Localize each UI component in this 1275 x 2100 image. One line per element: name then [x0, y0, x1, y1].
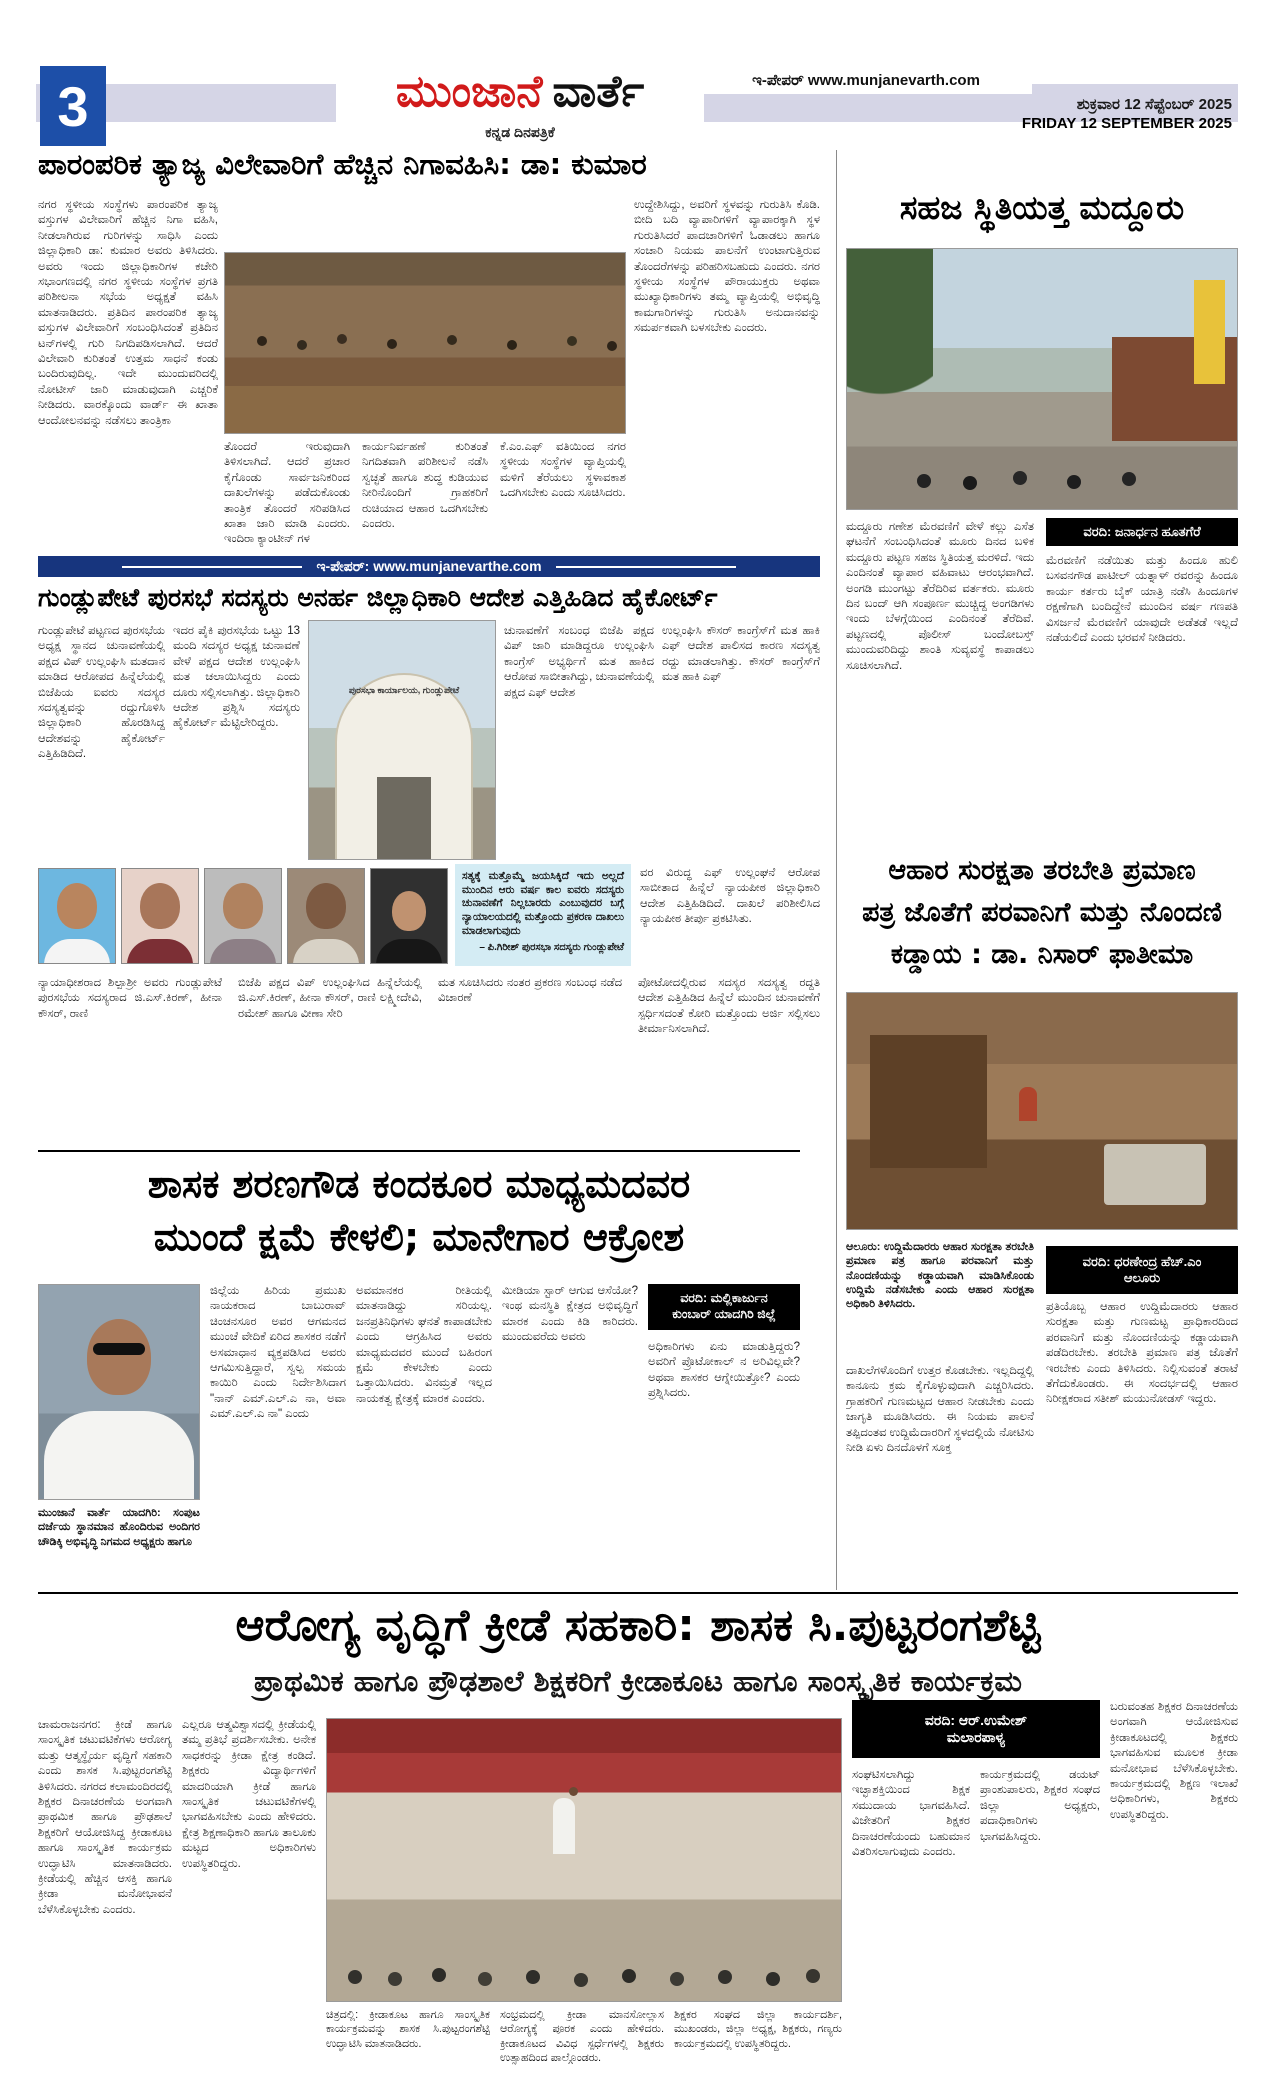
- meeting-attendees-silhouettes: [257, 336, 267, 346]
- article3-headline: [38, 1158, 800, 1264]
- street-vehicles: [917, 474, 931, 488]
- maddur-byline-text: ವರದಿ: ಜನಾರ್ಧನ ಹೂತಗೆರೆ: [1083, 523, 1201, 539]
- portrait-shirt: [44, 1411, 194, 1500]
- member-photo-1: [38, 868, 116, 964]
- article2-column-2: ಇದರ ಪೈಕಿ ಪುರಸಭೆಯ ಒಟ್ಟು 13 ಮಂದಿ ಸದಸ್ಯರ ಅಧ್ಯಕ್ಷ ಚುನಾವಣೆ ವೇಳೆ ಪಕ್ಷದ ಆದೇಶ ಉಲ್ಲಂಘಿಸಿ ಮತ ಚಲಾಯಿಸಿದ್ದರು ಎಂದು ದೂರು ಸಲ್ಲಿಸಲಾಗಿತ್ತು. ಜಿಲ್ಲಾಧಿಕಾರಿ ಆದೇಶ ಪ್ರಶ್ನಿಸಿ ಸದಸ್ಯರು ಹೈಕೋರ್ಟ್ ಮೆಟ್ಟಿಲೇರಿದ್ದರು.: [173, 625, 300, 730]
- quote-text: ಸತ್ಯಕ್ಕೆ ಮತ್ತೊಮ್ಮೆ ಜಯಸಿಕ್ಕಿದೆ ಇದು ಅಲ್ಲದೆ ಮುಂದಿನ ಆರು ವರ್ಷ ಕಾಲ ಐವರು ಸದಸ್ಯರು ಚುನಾವಣೆಗೆ ನಿಲ್ಲಬಾರದು ಎಂಬುವುದರ ಬಗ್ಗೆ ನ್ಯಾಯಾಲಯದಲ್ಲಿ ಮತ್ತೊಂದು ಪ್ರಕರಣ ದಾಖಲು ಮಾಡಲಾಗುವುದು: [462, 870, 624, 937]
- sports-caption-2: ಸಂಭ್ರಮದಲ್ಲಿ ಕ್ರೀಡಾ ಮಾನಸೋಲ್ಲಾಸ ಆರೋಗ್ಯಕ್ಕೆ ಪೂರಕ ಎಂದು ಹೇಳಿದರು. ಕ್ರೀಡಾಕೂಟದ ವಿವಿಧ ಸ್ಪರ್ಧೆಗಳಲ್ಲಿ ಶಿಕ್ಷಕರು ಉತ್ಸಾಹದಿಂದ ಪಾಲ್ಗೊಂಡರು.: [500, 2009, 664, 2064]
- sports-column-right: ಬರುವಂತಹ ಶಿಕ್ಷಕರ ದಿನಾಚರಣೆಯ ಅಂಗವಾಗಿ ಆಯೋಜಿಸುವ ಕ್ರೀಡಾಕೂಟದಲ್ಲಿ ಶಿಕ್ಷಕರು ಭಾಗವಹಿಸುವ ಮೂಲಕ ಕ್ರೀಡಾ ಮನೋಭಾವ ಬೆಳೆಸಿಕೊಳ್ಳಬೇಕು. ಕಾರ್ಯಕ್ರಮದಲ್ಲಿ ಶಿಕ್ಷಣ ಇಲಾಖೆ ಅಧಿಕಾರಿಗಳು, ಶಿಕ್ಷಕರು ಉಪಸ್ಥಿತರಿದ್ದರು.: [1110, 1701, 1238, 1821]
- maddur-street-photo: [846, 248, 1238, 510]
- date-english: FRIDAY 12 SEPTEMBER 2025: [1021, 115, 1232, 132]
- foodsafety-byline: [1046, 1246, 1238, 1294]
- article3-column-3: ಮೀಡಿಯಾ ಸ್ಟಾರ್ ಆಗುವ ಆಸೆಯೋ? ಇಂಥ ಮನಸ್ಥಿತಿ ಕ್ಷೇತ್ರದ ಅಭಿವೃದ್ಧಿಗೆ ಮಾರಕ ಎಂದು ಕಿಡಿ ಕಾರಿದರು. ಮುಂದುವರೆದು ಅವರು: [502, 1285, 638, 1344]
- purasabha-gate: [377, 777, 431, 860]
- article3-column-1: ಜಿಲ್ಲೆಯ ಹಿರಿಯ ಪ್ರಮುಖ ನಾಯಕರಾದ ಬಾಬುರಾವ್ ಚಿಂಚನಸೂರ ಅವರ ಆಗಮನದ ಮುಂಚೆ ವೇದಿಕೆ ಏರಿದ ಶಾಸಕರ ನಡೆಗೆ ಅಸಮಾಧಾನ ವ್ಯಕ್ತಪಡಿಸಿದ ಅವರು ಆಗಮಿಸುತ್ತಿದ್ದಾರೆ, ಸ್ವಲ್ಪ ಸಮಯ ಕಾಯಿರಿ ಎಂದು ನಿರ್ದೇಶಿಸಿದಾಗ "ನಾನ್ ಎಮ್.ಎಲ್.ಎ ನಾ, ಅವಾ ಎಮ್.ಎಲ್.ಎ ನಾ" ಎಂದು: [210, 1285, 346, 1421]
- article2-bottom-column-4: ಪೋಟೋದಲ್ಲಿರುವ ಸದಸ್ಯರ ಸದಸ್ಯತ್ವ ರದ್ದತಿ ಆದೇಶ ಎತ್ತಿಹಿಡಿದ ಹಿನ್ನೆಲೆ ಮುಂದಿನ ಚುನಾವಣೆಗೆ ಸ್ಪರ್ಧಿಸದಂತೆ ಕೋರಿ ಮತ್ತೊಂದು ಅರ್ಜಿ ಸಲ್ಲಿಸಲು ತೀರ್ಮಾನಿಸಲಾಗಿದೆ.: [638, 977, 820, 1036]
- member-photo-4: [287, 868, 365, 964]
- masthead-red-word: ಮುಂಜಾನೆ: [395, 65, 543, 117]
- foodsafety-headline-line1: ಆಹಾರ ಸುರಕ್ಷತಾ ತರಬೇತಿ ಪ್ರಮಾಣ: [888, 855, 1196, 886]
- article3-byline-line1: ವರದಿ: ಮಲ್ಲಿಕಾರ್ಜುನ: [680, 1291, 768, 1306]
- purasabha-arch: [335, 673, 473, 860]
- article3-byline: [648, 1284, 800, 1330]
- purasabha-office-photo: [308, 620, 496, 860]
- article2-bottom-column-1: ನ್ಯಾಯಾಧೀಶರಾದ ಶಿಲ್ಪಾಶ್ರೀ ಅವರು ಗುಂಡ್ಲುಪೇಟೆ ಪುರಸಭೆಯ ಸದಸ್ಯರಾದ ಜಿ.ಎಸ್.ಕಿರಣ್, ಹೀನಾ ಕೌಸರ್, ರಾಣಿ: [38, 977, 222, 1020]
- meeting-photo: [224, 252, 626, 434]
- article3-headline-line2: ಮುಂದೆ ಕ್ಷಮೆ ಕೇಳಲಿ; ಮಾನೇಗಾರ ಆಕ್ರೋಶ: [153, 1215, 685, 1260]
- quote-box: [455, 864, 631, 966]
- article2-column-4: ಉಲ್ಲಂಘಿಸಿ ಕೌಸರ್ ಕಾಂಗ್ರೆಸ್‌ಗೆ ಮತ ಹಾಕಿ ಎಫ್ ಆದೇಶ ಪಾಲಿಸದ ಕಾರಣ ಸದಸ್ಯತ್ವ ರದ್ದು ಮಾಡಲಾಗಿತ್ತು. ಕೌಸರ್ ಕಾಂಗ್ರೆಸ್‌ಗೆ ಮತ ಹಾಕಿ ಎಫ್: [662, 625, 820, 684]
- sports-byline-line1: ವರದಿ: ಆರ್.ಉಮೇಶ್: [924, 1711, 1028, 1728]
- vendor-figure: [1019, 1087, 1037, 1121]
- maddur-headline: ಸಹಜ ಸ್ಥಿತಿಯತ್ತ ಮದ್ದೂರು: [899, 188, 1185, 227]
- market-photo: [846, 992, 1238, 1230]
- sports-byline: [852, 1700, 1100, 1758]
- page-number: 3: [40, 66, 106, 146]
- audience-silhouettes: [348, 1970, 362, 1984]
- masthead: [336, 58, 704, 124]
- maddur-byline: [1046, 518, 1238, 546]
- article1-column-4: ಕೆ.ಎಂ.ಎಫ್ ವತಿಯಿಂದ ನಗರ ಸ್ಥಳೀಯ ಸಂಸ್ಥೆಗಳ ವ್ಯಾಪ್ತಿಯಲ್ಲಿ ಮಳಿಗೆ ತೆರೆಯಲು ಸ್ಥಳಾವಕಾಶ ಒದಗಿಸಬೇಕು ಎಂದು ಸೂಚಿಸಿದರು.: [500, 441, 626, 500]
- article3-byline-line2: ಕುಂಬಾರ್ ಯಾದಗಿರಿ ಜಿಲ್ಲೆ: [672, 1307, 776, 1321]
- member-photo-5: [370, 868, 448, 964]
- foodsafety-column-2: ಪ್ರತಿಯೊಬ್ಬ ಆಹಾರ ಉದ್ದಿಮೆದಾರರು ಆಹಾರ ಸುರಕ್ಷತಾ ಮತ್ತು ಗುಣಮಟ್ಟ ಪ್ರಾಧಿಕಾರದಿಂದ ಪರವಾನಿಗೆ ಮತ್ತು ನೊಂದಣಿಯನ್ನು ಕಡ್ಡಾಯವಾಗಿ ಪಡೆದಿರಬೇಕು. ತರಬೇತಿ ಪ್ರಮಾಣ ಪತ್ರ ಜೊತೆಗೆ ಇರಬೇಕು ಎಂದು ತಿಳಿಸಿದರು. ನಿಲ್ಲಿಸುವಂತೆ ತರಾಟೆ ತೆಗೆದುಕೊಂಡರು. ಈ ಸಂದರ್ಭದಲ್ಲಿ ಆಹಾರ ನಿರೀಕ್ಷಕರಾದ ಸತೀಶ್ ಮಯುನೋಡಸ್ ಇದ್ದರು.: [1046, 1301, 1238, 1406]
- epaper-banner[interactable]: [38, 556, 820, 577]
- event-photo: [326, 1718, 842, 2002]
- maddur-column-1: ಮದ್ದೂರು ಗಣೇಶ ಮೆರವಣಿಗೆ ವೇಳೆ ಕಲ್ಲು ಎಸೆತ ಘಟನೆಗೆ ಸಂಬಂಧಿಸಿದಂತೆ ಮೂರು ದಿನದ ಬಳಿಕ ಮದ್ದೂರು ಪಟ್ಟಣ ಸಹಜ ಸ್ಥಿತಿಯತ್ತ ಮರಳಿದೆ. ಇದು ಎಂದಿನಂತೆ ವ್ಯಾಪಾರ ವಹಿವಾಟು ಆರಂಭವಾಗಿದೆ. ಅಂಗಡಿ ಮುಂಗಟ್ಟು ತೆರೆದಿರಿವ ವರ್ತಕರು. ಮೂರು ದಿನ ಬಂದ್ ಆಗಿ ಸಂಪೂರ್ಣ ಮುಚ್ಚಿದ್ದ ಅಂಗಡಿಗಳು ಇಂದು ಬೆಳಗ್ಗೆಯಿಂದ ಎಂದಿನಂತೆ ತೆರೆದಿವೆ. ಪಟ್ಟಣದಲ್ಲಿ ಪೊಲೀಸ್ ಬಂದೋಬಸ್ತ್ ಮುಂದುವರಿದಿದ್ದು ಶಾಂತಿ ಸುವ್ಯವಸ್ಥೆ ಕಾಪಾಡಲು ಸೂಚಿಸಲಾಗಿದೆ.: [846, 521, 1034, 672]
- sports-column-3: ಸಂಘಟಿಸಲಾಗಿದ್ದು ಇಚ್ಛಾಶಕ್ತಿಯಿಂದ ಶಿಕ್ಷಕ ಸಮುದಾಯ ಭಾಗವಹಿಸಿದೆ. ವಿಜೇತರಿಗೆ ಶಿಕ್ಷಕರ ದಿನಾಚರಣೆಯಂದು ಬಹುಮಾನ ವಿತರಿಸಲಾಗುವುದು ಎಂದರು.: [852, 1769, 970, 1859]
- shop-signboard: [1194, 280, 1225, 384]
- article3-column-2: ಅವಮಾನಕರ ರೀತಿಯಲ್ಲಿ ಮಾತನಾಡಿದ್ದು ಸರಿಯಲ್ಲ. ಜನಪ್ರತಿನಿಧಿಗಳು ಘನತೆ ಕಾಪಾಡಬೇಕು ಎಂದು ಆಗ್ರಹಿಸಿದ ಅವರು ಮಾಧ್ಯಮದವರ ಮುಂದೆ ಬಹಿರಂಗ ಕ್ಷಮೆ ಕೇಳಬೇಕು ಎಂದು ಒತ್ತಾಯಿಸಿದರು. ವಿನಮ್ರತೆ ಇಲ್ಲದ ನಾಯಕತ್ವ ಕ್ಷೇತ್ರಕ್ಕೆ ಮಾರಕ ಎಂದರು.: [356, 1285, 492, 1405]
- speaker-head: [569, 1787, 578, 1796]
- member-photo-2: [121, 868, 199, 964]
- banner-url[interactable]: ಇ-ಪೇಪರ್: www.munjanevarthe.com: [316, 558, 542, 574]
- article3-photo-caption: ಮುಂಜಾನೆ ವಾರ್ತೆ ಯಾದಗಿರಿ: ಸಂಪುಟ ದರ್ಜೆಯ ಸ್ಥಾನಮಾನ ಹೊಂದಿರುವ ಅಂದಿಗರ ಚೌಡಿಕ್ಕಿ ಅಭಿವೃದ್ಧಿ ನಿಗಮದ ಅಧ್ಯಕ್ಷರು ಹಾಗೂ: [38, 1507, 200, 1548]
- quote-attribution: – ಪಿ.ಗಿರೀಶ್ ಪುರಸಭಾ ಸದಸ್ಯರು ಗುಂಡ್ಲುಪೇಟೆ: [479, 942, 624, 954]
- foodsafety-headline-line2: ಪತ್ರ ಜೊತೆಗೆ ಪರವಾನಿಗೆ ಮತ್ತು ನೊಂದಣಿ: [862, 896, 1222, 928]
- meeting-table: [225, 386, 625, 433]
- foodsafety-byline-line2: ಆಲೂರು: [1123, 1270, 1161, 1285]
- sports-subheadline: ಪ್ರಾಥಮಿಕ ಹಾಗೂ ಪ್ರೌಢಶಾಲೆ ಶಿಕ್ಷಕರಿಗೆ ಕ್ರೀಡಾಕೂಟ ಹಾಗೂ ಸಾಂಸ್ಕೃತಿಕ ಕಾರ್ಯಕ್ರಮ: [254, 1664, 1022, 1698]
- article2-column-3: ಚುನಾವಣೆಗೆ ಸಂಬಂಧ ಬಿಜೆಪಿ ಪಕ್ಷದ ವಿಪ್ ಜಾರಿ ಮಾಡಿದ್ದರೂ ಉಲ್ಲಂಘಿಸಿ ಕಾಂಗ್ರೆಸ್ ಅಭ್ಯರ್ಥಿಗೆ ಮತ ಹಾಕಿದ ಆರೋಪ ಸಾಬೀತಾಗಿದ್ದು, ಚುನಾವಣೆಯಲ್ಲಿ ಪಕ್ಷದ ಎಫ್ ಆದೇಶ: [504, 625, 654, 699]
- event-backdrop-banner: [327, 1719, 841, 1753]
- article2-bottom-column-2: ಬಿಜೆಪಿ ಪಕ್ಷದ ವಿಪ್ ಉಲ್ಲಂಘಿಸಿದ ಹಿನ್ನೆಲೆಯಲ್ಲಿ ಜಿ.ಎಸ್.ಕಿರಣ್, ಹೀನಾ ಕೌಸರ್, ರಾಣಿ ಲಕ್ಷ್ಮೀದೇವಿ, ರಮೇಶ್ ಹಾಗೂ ವೀಣಾ ಸೇರಿ: [238, 977, 422, 1020]
- masthead-tagline: ಕನ್ನಡ ದಿನಪತ್ರಿಕೆ: [485, 124, 555, 140]
- article2-column-5: ವರ ವಿರುದ್ಧ ಎಫ್ ಉಲ್ಲಂಘನೆ ಆರೋಪ ಸಾಬೀತಾದ ಹಿನ್ನೆಲೆ ನ್ಯಾಯಪೀಠ ಜಿಲ್ಲಾಧಿಕಾರಿ ಆದೇಶ ಎತ್ತಿಹಿಡಿದಿದೆ. ದಾಖಲೆ ಪರಿಶೀಲಿಸಿದ ನ್ಯಾಯಪೀಠ ತೀರ್ಪು ಪ್ರಕಟಿಸಿತು.: [640, 867, 820, 926]
- sports-caption-3: ಶಿಕ್ಷಕರ ಸಂಘದ ಜಿಲ್ಲಾ ಕಾರ್ಯದರ್ಶಿ, ಮುಖಂಡರು, ಜಿಲ್ಲಾ ಅಧ್ಯಕ್ಷ, ಶಿಕ್ಷಕರು, ಗಣ್ಯರು ಕಾರ್ಯಕ್ರಮದಲ್ಲಿ ಉಪಸ್ಥಿತರಿದ್ದರು.: [674, 2009, 842, 2050]
- portrait-head: [87, 1319, 151, 1395]
- member-headshots-row: [38, 868, 448, 964]
- foodsafety-column-1: ದಾಖಲೆಗಳೊಂದಿಗೆ ಉತ್ತರ ಕೊಡಬೇಕು. ಇಲ್ಲದಿದ್ದಲ್ಲಿ ಕಾನೂನು ಕ್ರಮ ಕೈಗೊಳ್ಳುವುದಾಗಿ ಎಚ್ಚರಿಸಿದರು. ಗ್ರಾಹಕರಿಗೆ ಗುಣಮಟ್ಟದ ಆಹಾರ ನೀಡಬೇಕು ಎಂದು ಜಾಗೃತಿ ಮೂಡಿಸಿದರು. ಈ ನಿಯಮ ಪಾಲನೆ ತಪ್ಪಿದಂತವ ಉದ್ದಿಮೆದಾರರಿಗೆ ಸ್ಥಳದಲ್ಲಿಯೆ ನೋಟಿಸು ನೀಡಿ ಏಳು ದಿನದೊಳಗೆ ಸೂಕ್ತ: [846, 1365, 1034, 1455]
- masthead-black-word: ವಾರ್ತೆ: [552, 65, 645, 117]
- market-stall: [870, 1035, 987, 1167]
- column-divider: [836, 150, 837, 1590]
- banner-rule-right: [556, 566, 736, 568]
- article1-headline: ಪಾರಂಪರಿಕ ತ್ಯಾಜ್ಯ ವಿಲೇವಾರಿಗೆ ಹೆಚ್ಚಿನ ನಿಗಾವಹಿಸಿ: ಡಾ: ಕುಮಾರ: [38, 147, 647, 181]
- article2-headline: ಗುಂಡ್ಲುಪೇಟೆ ಪುರಸಭೆ ಸದಸ್ಯರು ಅನರ್ಹ ಜಿಲ್ಲಾಧಿಕಾರಿ ಆದೇಶ ಎತ್ತಿಹಿಡಿದ ಹೈಕೋರ್ಟ್: [38, 583, 718, 612]
- date-kannada: ಶುಕ್ರವಾರ 12 ಸೆಪ್ಟೆಂಬರ್ 2025: [1076, 96, 1232, 113]
- speaker-figure: [553, 1798, 575, 1854]
- maddur-column-2: ಮೆರವಣಿಗೆ ನಡೆಯಿತು ಮತ್ತು ಹಿಂದೂ ಹುಲಿ ಬಸವನಗೌಡ ಪಾಟೀಲ್ ಯತ್ನಾಳ್ ರವರನ್ನು ಹಿಂದೂ ಕಾರ್ಯ ಕರ್ತರು ಬೈಕ್ ಯಾತ್ರಿ ನಡೆಸಿ ಹಿಂದೂಗಳ ರಕ್ಷಣೆಗಾಗಿ ಬಂದಿದ್ದೇನೆ ಮುಂದಿನ ವರ್ಷ ಗಣಪತಿ ವಿಸರ್ಜನೆ ಮೆರವಣಿಗೆ ಯಾವುದೇ ಅಡೆತಡೆ ಇಲ್ಲದೆ ನಡೆಯಲಿದೆ ಎಂದು ಭರವಸೆ ನೀಡಿದರು.: [1046, 555, 1238, 645]
- market-counter: [1104, 1144, 1205, 1205]
- street-tree: [847, 249, 933, 452]
- sports-byline-line2: ಮಲಾರಪಾಳ್ಯ: [946, 1729, 1006, 1745]
- article2-column-1: ಗುಂಡ್ಲುಪೇಟೆ ಪಟ್ಟಣದ ಪುರಸಭೆಯ ಅಧ್ಯಕ್ಷ ಸ್ಥಾನದ ಚುನಾವಣೆಯಲ್ಲಿ ಪಕ್ಷದ ವಿಪ್ ಉಲ್ಲಂಘಿಸಿ ಮತದಾನ ಮಾಡಿದ ಆರೋಪದ ಹಿನ್ನೆಲೆಯಲ್ಲಿ ಬಿಜೆಪಿಯ ಐವರು ಸದಸ್ಯರ ಸದಸ್ಯತ್ವವನ್ನು ರದ್ದುಗೊಳಿಸಿ ಜಿಲ್ಲಾಧಿಕಾರಿ ಹೊರಡಿಸಿದ್ದ ಆದೇಶವನ್ನು ಹೈಕೋರ್ಟ್ ಎತ್ತಿಹಿಡಿದಿದೆ.: [38, 625, 165, 761]
- article3-column-4: ಅಧಿಕಾರಿಗಳು ಏನು ಮಾಡುತ್ತಿದ್ದರು? ಅವರಿಗೆ ಪ್ರೊಟೋಕಾಲ್ ನ ಅರಿವಿಲ್ಲವೇ? ಅಥವಾ ಶಾಸಕರ ಆಗ್ನೇಯಿತ್ತೋ? ಎಂದು ಪ್ರಶ್ನಿಸಿದರು.: [648, 1341, 800, 1400]
- section-divider: [38, 1150, 800, 1152]
- foodsafety-headline-line3: ಕಡ್ಡಾಯ : ಡಾ. ನಿಸಾರ್ ಫಾತೀಮಾ: [890, 938, 1194, 970]
- sports-caption-1: ಚಿತ್ರದಲ್ಲಿ: ಕ್ರೀಡಾಕೂಟ ಹಾಗೂ ಸಾಂಸ್ಕೃತಿಕ ಕಾರ್ಯಕ್ರಮವನ್ನು ಶಾಸಕ ಸಿ.ಪುಟ್ಟರಂಗಶೆಟ್ಟಿ ಉದ್ಘಾಟಿಸಿ ಮಾತನಾಡಿದರು.: [326, 2009, 490, 2050]
- manegar-portrait-photo: [38, 1284, 200, 1500]
- foodsafety-photo-caption: ಆಲೂರು: ಉದ್ದಿಮೆದಾರರು ಆಹಾರ ಸುರಕ್ಷತಾ ತರಬೇತಿ ಪ್ರಮಾಣ ಪತ್ರ ಹಾಗೂ ಪರವಾನಿಗೆ ಮತ್ತು ನೊಂದಣಿಯನ್ನು ಕಡ್ಡಾಯವಾಗಿ ಮಾಡಿಸಿಕೊಂಡು ಉದ್ದಿಮೆ ನಡೆಸಬೇಕು ಎಂದು ಆಹಾರ ಸುರಕ್ಷತಾ ಅಧಿಕಾರಿ ತಿಳಿಸಿದರು.: [846, 1241, 1034, 1311]
- sports-column-4: ಕಾರ್ಯಕ್ರಮದಲ್ಲಿ ಡಯಟ್ ಪ್ರಾಂಶುಪಾಲರು, ಶಿಕ್ಷಕರ ಸಂಘದ ಜಿಲ್ಲಾ ಅಧ್ಯಕ್ಷರು, ಪದಾಧಿಕಾರಿಗಳು ಭಾಗವಹಿಸಿದ್ದರು.: [980, 1769, 1100, 1843]
- article1-column-1: ನಗರ ಸ್ಥಳೀಯ ಸಂಸ್ಥೆಗಳು ಪಾರಂಪರಿಕ ತ್ಯಾಜ್ಯ ವಸ್ತುಗಳ ವಿಲೇವಾರಿಗೆ ಹೆಚ್ಚಿನ ನಿಗಾ ವಹಿಸಿ, ನೀಡಲಾಗಿರುವ ಗುರಿಗಳನ್ನು ಸಾಧಿಸಿ ಎಂದು ಜಿಲ್ಲಾಧಿಕಾರಿ ಡಾ: ಕುಮಾರ ಅವರು ತಿಳಿಸಿದರು. ಅವರು ಇಂದು ಜಿಲ್ಲಾಧಿಕಾರಿಗಳ ಕಚೇರಿ ಸಭಾಂಗಣದಲ್ಲಿ ನಗರ ಸ್ಥಳೀಯ ಸಂಸ್ಥೆಗಳ ಪ್ರಗತಿ ಪರಿಶೀಲನಾ ಸಭೆಯ ಅಧ್ಯಕ್ಷತೆ ವಹಿಸಿ ಮಾತನಾಡಿದರು. ಪ್ರತಿದಿನ ಪಾರಂಪರಿಕ ತ್ಯಾಜ್ಯ ವಸ್ತುಗಳ ವಿಲೇವಾರಿಗೆ ಸಂಬಂಧಿಸಿದಂತೆ ಪ್ರತಿದಿನ ಟನ್‌ಗಳಲ್ಲಿ ಗುರಿ ನಿಗದಿಪಡಿಸಲಾಗಿದೆ. ಆದರೆ ವಿಲೇವಾರಿ ಕುರಿತಂತೆ ಉತ್ತಮ ಸಾಧನೆ ಕಂಡು ಬಂದಿರುವುದಿಲ್ಲ. ಇದೇ ಮುಂದುವರಿದಲ್ಲಿ ನೋಟೀಸ್ ಜಾರಿ ಮಾಡುವುದಾಗಿ ಎಚ್ಚರಿಕೆ ನೀಡಿದರು. ವಾರಕ್ಕೊಂದು ವಾರ್ಡ್ ಈ ಖಾತಾ ಆಂದೋಲನವನ್ನು ನಡೆಸಲು ತಾಂತ್ರಿಕಾ: [38, 199, 218, 427]
- purasabha-arch-label: ಪುರಸಭಾ ಕಾರ್ಯಾಲಯ, ಗುಂಡ್ಲುಪೇಟೆ: [348, 685, 460, 696]
- article1-column-2: ತೊಂದರೆ ಇರುವುದಾಗಿ ತಿಳಿಸಲಾಗಿದೆ. ಆದರೆ ಪ್ರಚಾರ ಕೈಗೊಂಡು ಸಾರ್ವಜನಿಕರಿಂದ ದಾಖಲೆಗಳನ್ನು ಪಡೆದುಕೊಂಡು ತಾಂತ್ರಿಕ ತೊಂದರೆ ಸರಿಪಡಿಸಿದ ಖಾತಾ ಜಾರಿ ಮಾಡಿ ಎಂದರು. ಇಂದಿರಾ ಕ್ಯಾಂಟೀನ್ ಗಳ: [224, 441, 350, 546]
- member-photo-3: [204, 868, 282, 964]
- article1-column-3: ಕಾರ್ಯನಿರ್ವಹಣೆ ಕುರಿತಂತೆ ನಿಗದಿತವಾಗಿ ಪರಿಶೀಲನೆ ನಡೆಸಿ ಸ್ವಚ್ಛತೆ ಹಾಗೂ ಶುದ್ಧ ಕುಡಿಯುವ ನೀರಿನೊಂದಿಗೆ ಗ್ರಾಹಕರಿಗೆ ರುಚಿಯಾದ ಆಹಾರ ಒದಗಿಸಬೇಕು ಎಂದರು.: [362, 441, 488, 531]
- article2-bottom-column-3: ಮತ ಸೂಚಿಸಿದರು ನಂತರ ಪ್ರಕರಣ ಸಂಬಂಧ ನಡೆದ ವಿಚಾರಣೆ: [438, 977, 622, 1005]
- article1-column-right: ಉದ್ದೇಶಿಸಿದ್ದು, ಅವರಿಗೆ ಸ್ಥಳವನ್ನು ಗುರುತಿಸಿ ಕೊಡಿ. ಬೀದಿ ಬದಿ ವ್ಯಾಪಾರಿಗಳಿಗೆ ವ್ಯಾಪಾರಕ್ಕಾಗಿ ಸ್ಥಳ ಗುರುತಿಸಿದರೆ ಪಾದಚಾರಿಗಳಿಗೆ ಓಡಾಡಲು ಹಾಗೂ ಸಂಚಾರಿ ನಿಯಮ ಪಾಲನೆಗೆ ಉಂಟಾಗುತ್ತಿರುವ ತೊಂದರೆಗಳನ್ನು ಪರಿಹರಿಸಬಹುದು ಎಂದರು. ನಗರ ಸ್ಥಳೀಯ ಸಂಸ್ಥೆಗಳ ಪೌರಾಯುಕ್ತರು ಅಥವಾ ಮುಖ್ಯಾಧಿಕಾರಿಗಳು ತಮ್ಮ ವ್ಯಾಪ್ತಿಯಲ್ಲಿ ಅಭಿವೃದ್ಧಿ ಕಾಮಗಾರಿಗಳನ್ನು ಗುರುತಿಸಿ ಅನುದಾನವನ್ನು ಸಮರ್ಪಕವಾಗಿ ಬಳಸಬೇಕು ಎಂದರು.: [634, 199, 820, 335]
- sunglasses: [93, 1343, 145, 1355]
- foodsafety-byline-line1: ವರದಿ: ಧರಣೇಂದ್ರ ಹೆಚ್.ಎಂ: [1082, 1253, 1202, 1269]
- sports-column-1: ಚಾಮರಾಜನಗರ: ಕ್ರೀಡೆ ಹಾಗೂ ಸಾಂಸ್ಕೃತಿಕ ಚಟುವಟಿಕೆಗಳು ಆರೋಗ್ಯ ಮತ್ತು ಆತ್ಮಸ್ಥೈರ್ಯ ವೃದ್ಧಿಗೆ ಸಹಕಾರಿ ಎಂದು ಶಾಸಕ ಸಿ.ಪುಟ್ಟರಂಗಶೆಟ್ಟಿ ತಿಳಿಸಿದರು. ನಗರದ ಕಲಾಮಂದಿರದಲ್ಲಿ ಶಿಕ್ಷಕರ ದಿನಾಚರಣೆಯ ಅಂಗವಾಗಿ ಪ್ರಾಥಮಿಕ ಹಾಗೂ ಪ್ರೌಢಶಾಲೆ ಶಿಕ್ಷಕರಿಗೆ ಆಯೋಜಿಸಿದ್ದ ಕ್ರೀಡಾಕೂಟ ಹಾಗೂ ಸಾಂಸ್ಕೃತಿಕ ಕಾರ್ಯಕ್ರಮ ಉದ್ಘಾಟಿಸಿ ಮಾತನಾಡಿದರು. ಕ್ರೀಡೆಯಲ್ಲಿ ಹೆಚ್ಚಿನ ಆಸಕ್ತಿ ಹಾಗೂ ಕ್ರೀಡಾ ಮನೋಭಾವನೆ ಬೆಳೆಸಿಕೊಳ್ಳಬೇಕು ಎಂದರು.: [38, 1719, 172, 1916]
- article3-headline-line1: ಶಾಸಕ ಶರಣಗೌಡ ಕಂದಕೂರ ಮಾಧ್ಯಮದವರ: [147, 1162, 691, 1206]
- bottom-section-divider: [38, 1592, 1238, 1594]
- epaper-url-link[interactable]: ಇ-ಪೇಪರ್ www.munjanevarth.com: [700, 66, 1032, 94]
- foodsafety-headline: [846, 850, 1238, 976]
- sports-column-2: ಎಲ್ಲರೂ ಆತ್ಮವಿಶ್ವಾಸದಲ್ಲಿ ಕ್ರೀಡೆಯಲ್ಲಿ ತಮ್ಮ ಪ್ರತಿಭೆ ಪ್ರದರ್ಶಿಸಬೇಕು. ಅನೇಕ ಸಾಧಕರನ್ನು ಕ್ರೀಡಾ ಕ್ಷೇತ್ರ ಕಂಡಿದೆ. ಶಿಕ್ಷಕರು ವಿದ್ಯಾರ್ಥಿಗಳಿಗೆ ಮಾದರಿಯಾಗಿ ಕ್ರೀಡೆ ಹಾಗೂ ಸಾಂಸ್ಕೃತಿಕ ಚಟುವಟಿಕೆಗಳಲ್ಲಿ ಭಾಗವಹಿಸಬೇಕು ಎಂದು ಹೇಳಿದರು. ಕ್ಷೇತ್ರ ಶಿಕ್ಷಣಾಧಿಕಾರಿ ಹಾಗೂ ತಾಲೂಕು ಮಟ್ಟದ ಅಧಿಕಾರಿಗಳು ಉಪಸ್ಥಿತರಿದ್ದರು.: [182, 1719, 316, 1870]
- sports-headline: ಆರೋಗ್ಯ ವೃದ್ಧಿಗೆ ಕ್ರೀಡೆ ಸಹಕಾರಿ: ಶಾಸಕ ಸಿ.ಪುಟ್ಟರಂಗಶೆಟ್ಟಿ: [235, 1600, 1041, 1651]
- banner-rule-left: [122, 566, 302, 568]
